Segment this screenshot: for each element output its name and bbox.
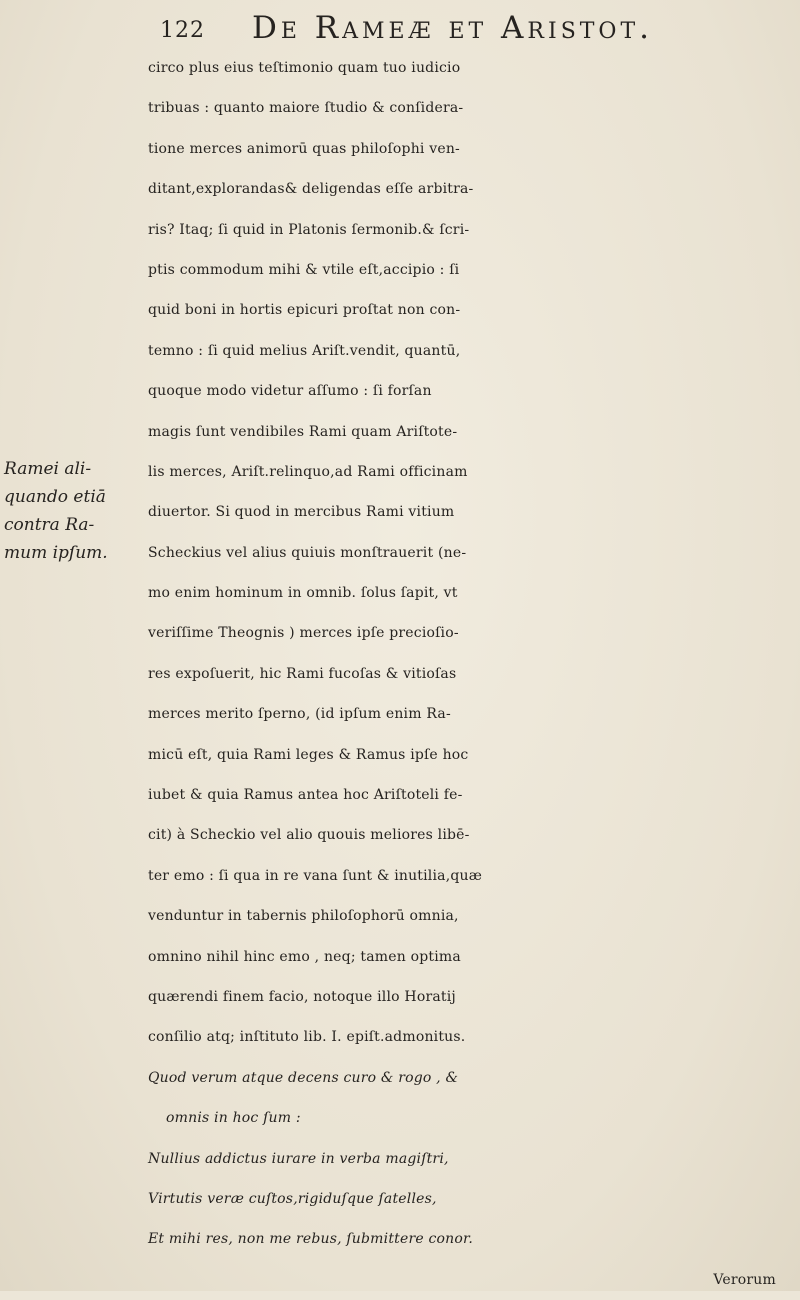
text-line: conſilio atq; inſtituto lib. I. epiſt.admonitus. xyxy=(148,1029,466,1046)
text-line: temno : ſi quid melius Ariſt.vendit, quantū, xyxy=(148,342,461,359)
text-line: ris? Itaq; ſi quid in Platonis ſermonib.& ſcri- xyxy=(148,221,470,238)
text-line: merces merito ſperno, (id ipſum enim Ra- xyxy=(148,706,451,723)
text-line: Scheckius vel alius quiuis monſtrauerit (ne- xyxy=(148,544,467,561)
text-line: veriſſime Theognis ) merces ipſe precioſio- xyxy=(148,625,459,642)
text-line: iubet & quia Ramus antea hoc Ariſtoteli fe- xyxy=(148,787,463,804)
text-line: quoque modo videtur aſſumo : ſi forſan xyxy=(148,383,432,400)
catchword: Verorum xyxy=(713,1271,776,1288)
text-line: omnino nihil hinc emo , neq; tamen optima xyxy=(148,948,461,965)
body-text xyxy=(148,48,788,1300)
marginal-note-line: quando etiā xyxy=(4,487,106,507)
quotation-line: Et mihi res, non me rebus, ſubmittere conor. xyxy=(148,1231,474,1248)
quotation-line: Virtutis veræ cuſtos,rigiduſque ſatelles, xyxy=(148,1190,437,1207)
text-line: ptis commodum mihi & vtile eſt,accipio : ſi xyxy=(148,261,460,278)
page-number: 122 xyxy=(160,18,205,43)
text-line: mo enim hominum in omnib. ſolus ſapit, vt xyxy=(148,585,458,602)
running-title: De Rameæ et Aristot. xyxy=(252,10,653,46)
text-line: magis ſunt vendibiles Rami quam Ariſtote- xyxy=(148,423,458,440)
quotation-line: Nullius addictus iurare in verba magiſtri, xyxy=(148,1150,449,1167)
text-line: circo plus eius teſtimonio quam tuo iudicio xyxy=(148,60,461,76)
text-line: tribuas : quanto maiore ſtudio & conſidera- xyxy=(148,100,464,117)
text-line: lis merces, Ariſt.relinquo,ad Rami officinam xyxy=(148,463,468,480)
text-line: cit) à Scheckio vel alio quouis meliores libē- xyxy=(148,827,470,844)
page-header xyxy=(160,6,780,50)
text-line: quærendi finem facio, notoque illo Horatij xyxy=(148,988,456,1005)
marginal-note-line: contra Ra- xyxy=(4,515,95,535)
text-line: micū eſt, quia Rami leges & Ramus ipſe hoc xyxy=(148,746,469,763)
marginal-note-line: Ramei ali- xyxy=(4,459,92,479)
text-line: venduntur in tabernis philoſophorū omnia, xyxy=(148,908,459,925)
marginal-note xyxy=(4,455,149,567)
quotation-line: omnis in hoc ſum : xyxy=(166,1110,301,1127)
quotation-line: Quod verum atque decens curo & rogo , & xyxy=(148,1069,459,1086)
text-line: ditant,explorandas& deligendas eſſe arbitra- xyxy=(148,181,474,198)
text-line: quid boni in hortis epicuri proſtat non con- xyxy=(148,302,461,319)
text-line: ter emo : ſi qua in re vana ſunt & inutilia,quæ xyxy=(148,867,483,884)
marginal-note-line: mum ipſum. xyxy=(4,543,108,563)
text-line: tione merces animorū quas philoſophi ven- xyxy=(148,140,460,157)
text-line: res expoſuerit, hic Rami fucoſas & vitioſas xyxy=(148,665,457,682)
text-line: diuertor. Si quod in mercibus Rami vitium xyxy=(148,504,455,521)
